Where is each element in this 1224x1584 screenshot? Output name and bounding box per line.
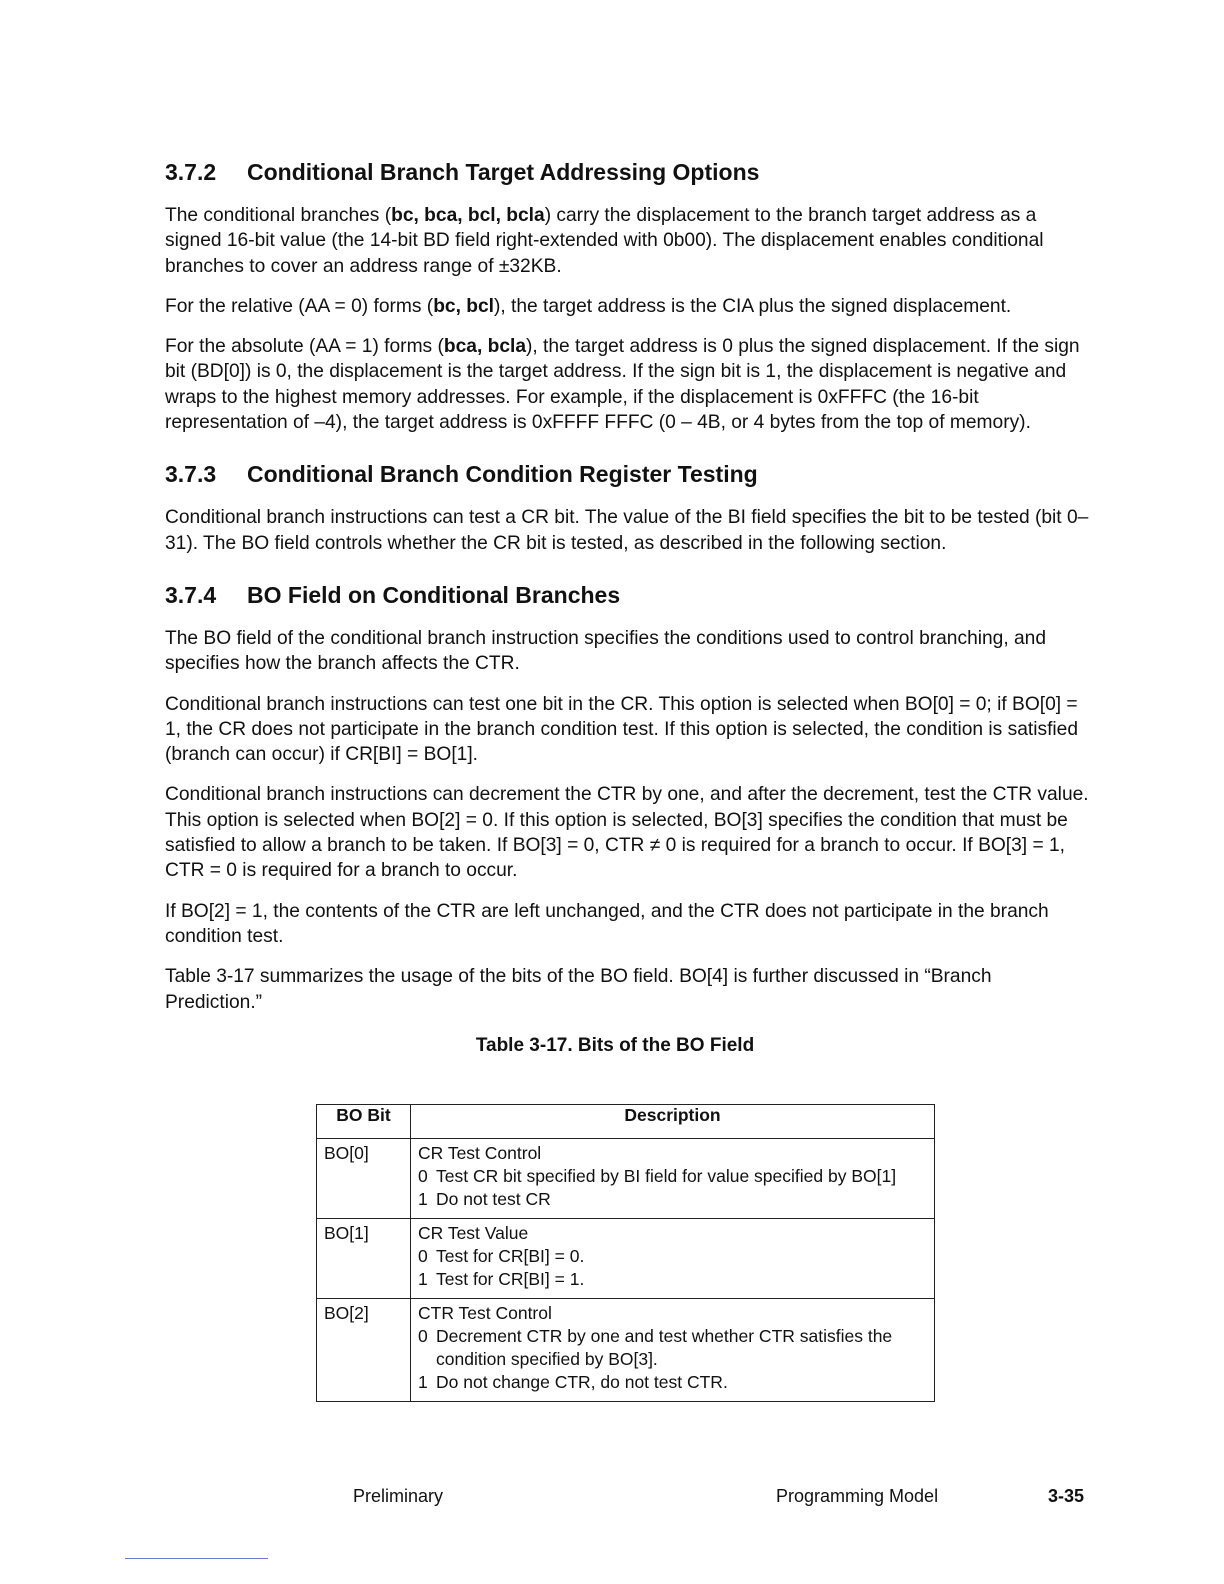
table-header-row <box>317 1105 935 1139</box>
column-header: BO Bit <box>317 1105 411 1139</box>
section-heading-3-7-4: 3.7.4 BO Field on Conditional Branches <box>165 581 621 608</box>
column-header: Description <box>411 1105 935 1139</box>
paragraph: The conditional branches (bc, bca, bcl, bcla) carry the displacement to the branch target address as a signed 16-bit value (the 14-bit BD field right-extended with 0b00). The displacement enables conditional branches to cover an address range of ±32KB. <box>165 205 1044 277</box>
paragraph: Conditional branch instructions can test one bit in the CR. This option is selected when BO[0] = 0; if BO[0] = 1, the CR does not participate in the branch condition test. If this option is selected, the condition is satisfied (branch can occur) if CR[BI] = BO[1]. <box>165 693 1078 766</box>
description-cell <box>411 1139 935 1219</box>
paragraph: Table 3-17 summarizes the usage of the bits of the BO field. BO[4] is further discussed in “Branch Prediction.” <box>165 966 992 1013</box>
option-line: 0 Decrement CTR by one and test whether CTR satisfies the condition specified by BO[3]. <box>418 1326 893 1369</box>
description-cell <box>411 1219 935 1299</box>
option-line: 1 Test for CR[BI] = 1. <box>418 1269 585 1289</box>
option-line: 0 Test for CR[BI] = 0. <box>418 1246 585 1266</box>
option-line: 1 Do not test CR <box>418 1189 551 1209</box>
description-title: CTR Test Control <box>418 1303 552 1323</box>
paragraph: For the relative (AA = 0) forms (bc, bcl), the target address is the CIA plus the signed displacement. <box>165 295 1012 317</box>
paragraph: Conditional branch instructions can decrement the CTR by one, and after the decrement, test the CTR value. This option is selected when BO[2] = 0. If this option is selected, BO[3] specifies the condition that must be satisfied to allow a branch to be taken. If BO[3] = 0, CTR ≠ 0 is required for a branch to occur. If BO[3] = 1, CTR = 0 is required for a branch to occur. <box>165 784 1089 882</box>
table-row <box>317 1139 935 1219</box>
paragraph: Conditional branch instructions can test a CR bit. The value of the BI field specifies the bit to be tested (bit 0–31). The BO field controls whether the CR bit is tested, as described in the following section. <box>165 507 1089 554</box>
page-number: 3-35 <box>1048 1486 1085 1506</box>
divider <box>125 1558 268 1559</box>
bo-bit-cell: BO[0] <box>317 1139 411 1219</box>
bo-field-table <box>316 1104 935 1402</box>
paragraph: If BO[2] = 1, the contents of the CTR are left unchanged, and the CTR does not participate in the branch condition test. <box>165 900 1049 947</box>
paragraph: For the absolute (AA = 1) forms (bca, bcla), the target address is 0 plus the signed displacement. If the sign bit (BD[0]) is 0, the displacement is the target address. If the sign bit is 1, the displacement is negative and wraps to the highest memory addresses. For example, if the displacement is 0xFFFC (the 16-bit representation of –4), the target address is 0xFFFF FFFC (0 – 4B, or 4 bytes from the top of memory). <box>165 336 1080 434</box>
description-title: CR Test Control <box>418 1143 542 1163</box>
footer-status: Preliminary <box>353 1486 444 1506</box>
table-row <box>317 1299 935 1402</box>
option-line: 1 Do not change CTR, do not test CTR. <box>418 1372 728 1392</box>
bo-bit-cell: BO[1] <box>317 1219 411 1299</box>
section-heading-3-7-2: 3.7.2 Conditional Branch Target Addressing Options <box>165 159 760 185</box>
description-title: CR Test Value <box>418 1223 529 1243</box>
table-caption: Table 3-17. Bits of the BO Field <box>475 1034 755 1056</box>
option-line: 0 Test CR bit specified by BI field for value specified by BO[1] <box>418 1166 897 1186</box>
page-body <box>165 155 1090 1065</box>
bo-bit-cell: BO[2] <box>317 1299 411 1402</box>
description-cell <box>411 1299 935 1402</box>
paragraph: The BO field of the conditional branch instruction specifies the conditions used to control branching, and specifies how the branch affects the CTR. <box>165 627 1047 675</box>
section-heading-3-7-3: 3.7.3 Conditional Branch Condition Register Testing <box>165 461 758 488</box>
table-row <box>317 1219 935 1299</box>
footer-chapter: Programming Model <box>776 1486 939 1506</box>
